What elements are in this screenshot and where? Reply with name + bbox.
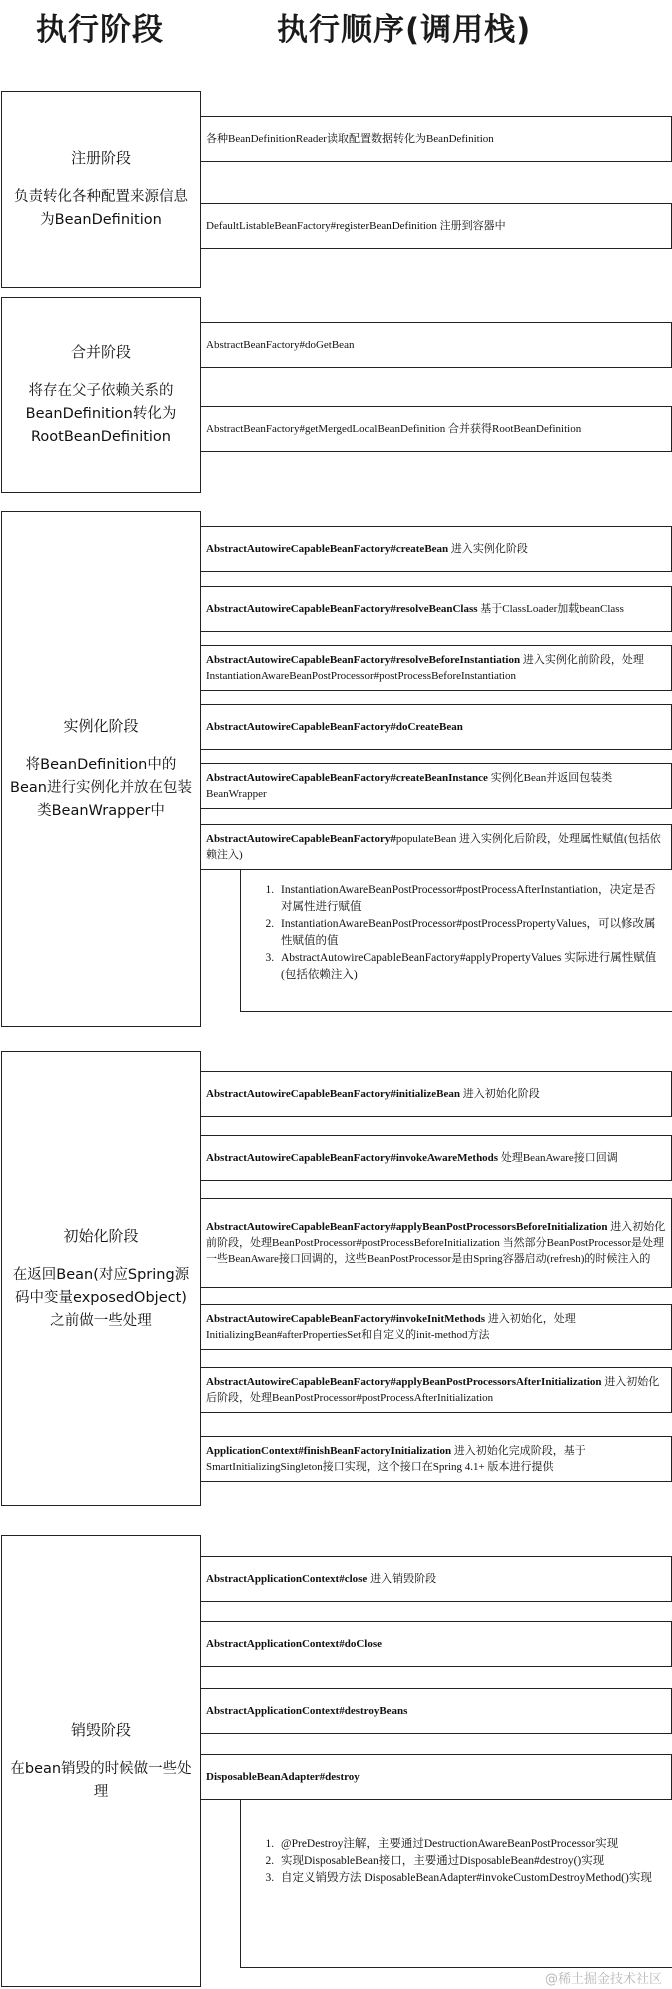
call-step-method: AbstractAutowireCapableBeanFactory#doCreateBean [206, 721, 463, 733]
call-step [201, 1135, 672, 1181]
phase-destroy-box [1, 1535, 201, 1987]
call-step-text: 进入初始化阶段 [460, 1088, 540, 1100]
call-step [201, 116, 672, 162]
call-step [201, 526, 672, 572]
call-step-method: ApplicationContext#finishBeanFactoryInitialization [206, 1445, 452, 1457]
call-step [201, 1436, 672, 1482]
phase-name: 销毁阶段 [70, 1720, 131, 1739]
call-step-method: AbstractAutowireCapableBeanFactory#resolveBeanClass [206, 603, 478, 615]
call-step-text: 进入实例化前阶段，处理InstantiationAwareBeanPostProcessor#postProcessBeforeInstantiation [206, 654, 644, 682]
call-step-method: AbstractAutowireCapableBeanFactory#initializeBean [206, 1088, 460, 1100]
call-step-text: DefaultListableBeanFactory#registerBeanDefinition 注册到容器中 [206, 220, 506, 232]
call-step-method: AbstractApplicationContext#close [206, 1573, 368, 1585]
call-step [201, 586, 672, 632]
call-step-text: 进入实例化阶段 [448, 543, 528, 555]
call-step-text: 进入销毁阶段 [367, 1573, 437, 1585]
substep-item: 2. InstantiationAwareBeanPostProcessor#postProcessPropertyValues，可以修改属性赋值的值 [277, 916, 664, 950]
call-step [201, 1754, 672, 1800]
call-step-text: populateBean 进入实例化后阶段，处理属性赋值(包括依赖注入) [206, 833, 661, 861]
phase-merge-box [1, 297, 201, 493]
phase-description: 在返回Bean(对应Spring源码中变量exposedObject)之前做一些处理 [12, 1266, 190, 1329]
phase-description: 负责转化各种配置来源信息为BeanDefinition [14, 189, 188, 228]
phase-instantiate-box [1, 511, 201, 1027]
phase-description: 将BeanDefinition中的Bean进行实例化并放在包装类BeanWrapper中 [10, 757, 192, 819]
call-step-text: AbstractBeanFactory#getMergedLocalBeanDefinition 合并获得RootBeanDefinition [206, 423, 582, 435]
call-step-text: 进入初始化完成阶段，基于SmartInitializingSingleton接口实现，这个接口在Spring 4.1+ 版本进行提供 [206, 1445, 586, 1473]
call-step-method: AbstractApplicationContext#doClose [206, 1638, 382, 1650]
call-step [201, 763, 672, 809]
call-step-text: 实例化Bean并返回包装类BeanWrapper [206, 772, 613, 800]
call-step [201, 1688, 672, 1734]
call-step [201, 704, 672, 750]
call-step-text: 各种BeanDefinitionReader读取配置数据转化为BeanDefinition [206, 133, 494, 145]
call-step [201, 1304, 672, 1350]
header-execution-order: 执行顺序(调用栈) [277, 12, 532, 48]
call-step-method: AbstractAutowireCapableBeanFactory#invokeAwareMethods [206, 1152, 499, 1164]
phase-name: 合并阶段 [70, 343, 131, 361]
phase-description: 在bean销毁的时候做一些处理 [10, 1760, 192, 1800]
phase-register-box [1, 91, 201, 288]
call-step [201, 1071, 672, 1117]
call-step [201, 322, 672, 368]
call-step [201, 1621, 672, 1667]
call-step-method: AbstractAutowireCapableBeanFactory#createBeanInstance [206, 772, 488, 784]
call-step [201, 824, 672, 870]
call-step-text: 进入初始化，处理InitializingBean#afterPropertiesSet和自定义的init-method方法 [206, 1313, 576, 1341]
call-step-text: 处理BeanAware接口回调 [498, 1152, 618, 1164]
phase-name: 初始化阶段 [63, 1226, 139, 1245]
phase-description: 将存在父子依赖关系的BeanDefinition转化为RootBeanDefinition [25, 383, 177, 445]
instantiate-substeps [240, 870, 672, 1012]
call-step-method: AbstractAutowireCapableBeanFactory#applyBeanPostProcessorsBeforeInitialization [206, 1221, 608, 1233]
call-step-method: AbstractAutowireCapableBeanFactory#invokeInitMethods [206, 1313, 486, 1325]
destroy-substeps [240, 1800, 672, 1968]
call-step-method: AbstractAutowireCapableBeanFactory#resolveBeforeInstantiation [206, 654, 521, 666]
call-step-text: 基于ClassLoader加载beanClass [477, 603, 624, 615]
call-step [201, 1367, 672, 1413]
watermark: @稀土掘金技术社区 [544, 1972, 662, 1987]
header-execution-phase: 执行阶段 [36, 12, 164, 48]
substep-item: 1. @PreDestroy注解，主要通过DestructionAwareBeanPostProcessor实现 [277, 1836, 664, 1853]
substep-item: 3. 自定义销毁方法 DisposableBeanAdapter#invokeCustomDestroyMethod()实现 [277, 1870, 664, 1887]
call-step-method: AbstractAutowireCapableBeanFactory# [206, 833, 396, 845]
call-step-method: DisposableBeanAdapter#destroy [206, 1771, 360, 1783]
call-step-text: 进入初始化前阶段，处理BeanPostProcessor#postProcessBeforeInitialization 当然部分BeanPostProcessor是处理一些BeanAware接口回调的，这些BeanPostProcessor是由Spring容器启动(refresh)的时候注入的 [206, 1221, 666, 1265]
call-step-method: AbstractApplicationContext#destroyBeans [206, 1705, 408, 1717]
substep-item: 1. InstantiationAwareBeanPostProcessor#postProcessAfterInstantiation，决定是否对属性进行赋值 [277, 882, 664, 916]
substep-item: 2. 实现DisposableBean接口，主要通过DisposableBean#destroy()实现 [277, 1853, 664, 1870]
call-step-text: 进入初始化后阶段，处理BeanPostProcessor#postProcessAfterInitialization [206, 1376, 660, 1404]
call-step-method: AbstractAutowireCapableBeanFactory#createBean [206, 543, 449, 555]
substep-item: 3. AbstractAutowireCapableBeanFactory#applyPropertyValues 实际进行属性赋值(包括依赖注入) [277, 950, 664, 984]
call-step-text: AbstractBeanFactory#doGetBean [206, 339, 355, 351]
phase-init-box [1, 1051, 201, 1506]
phase-name: 实例化阶段 [63, 717, 139, 735]
call-step [201, 1556, 672, 1602]
phase-name: 注册阶段 [70, 149, 131, 167]
call-step [201, 203, 672, 249]
call-step [201, 406, 672, 452]
call-step-method: AbstractAutowireCapableBeanFactory#applyBeanPostProcessorsAfterInitialization [206, 1376, 602, 1388]
call-step [201, 1198, 672, 1288]
call-step [201, 645, 672, 691]
